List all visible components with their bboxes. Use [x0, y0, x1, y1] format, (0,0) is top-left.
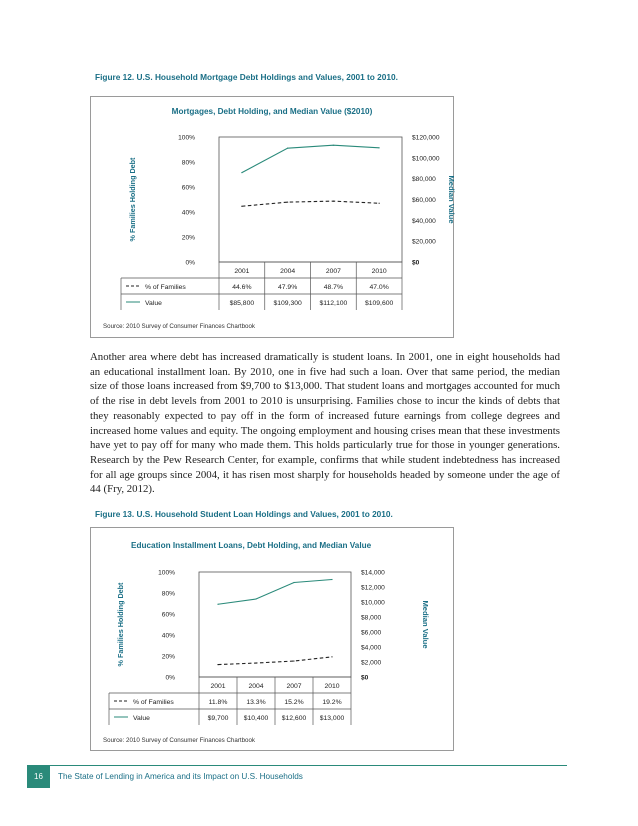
- category-label: 2010: [324, 683, 340, 690]
- category-label: 2007: [325, 268, 341, 275]
- left-axis-label: % Families Holding Debt: [128, 157, 137, 242]
- data-label: 19.2%: [322, 699, 342, 706]
- legend-label: % of Families: [133, 699, 174, 706]
- data-point: [217, 604, 218, 605]
- right-tick-label: $20,000: [412, 238, 436, 246]
- right-tick-label: $80,000: [412, 176, 436, 184]
- left-tick-label: 20%: [181, 234, 195, 242]
- footer-text: The State of Lending in America and its Impact on U.S. Households: [58, 772, 303, 781]
- data-point: [241, 172, 242, 173]
- families-series-line: [242, 201, 379, 206]
- data-label: 44.6%: [232, 284, 252, 291]
- data-label: 47.9%: [277, 284, 298, 291]
- families-series-line: [218, 657, 332, 665]
- right-tick-label: $120,000: [412, 134, 440, 142]
- left-tick-label: 80%: [181, 159, 195, 167]
- data-label: $13,000: [319, 715, 345, 722]
- data-point: [255, 662, 256, 663]
- data-point: [255, 598, 256, 599]
- category-label: 2004: [248, 683, 264, 690]
- data-label: 13.3%: [246, 699, 266, 706]
- data-label: $85,800: [229, 300, 255, 307]
- right-tick-label: $6,000: [361, 629, 382, 637]
- data-label: $109,300: [273, 300, 302, 307]
- data-point: [293, 582, 294, 583]
- right-tick-label: $0: [412, 259, 420, 267]
- left-tick-label: 40%: [161, 632, 175, 640]
- left-tick-label: 0%: [165, 674, 175, 682]
- data-label: $109,600: [364, 300, 394, 307]
- right-tick-label: $40,000: [412, 217, 436, 225]
- figure13-box: [90, 527, 454, 751]
- data-label: $12,600: [281, 715, 307, 722]
- category-label: 2001: [210, 683, 226, 690]
- data-point: [331, 579, 332, 580]
- data-label: 47.0%: [369, 284, 389, 291]
- data-point: [333, 201, 334, 202]
- data-point: [331, 656, 332, 657]
- right-axis-label: Median Value: [421, 600, 430, 649]
- category-label: 2004: [280, 268, 296, 275]
- figure13-source: Source: 2010 Survey of Consumer Finances Chartbook: [103, 737, 256, 744]
- data-label: $10,400: [243, 715, 269, 722]
- left-axis-label: % Families Holding Debt: [116, 582, 125, 667]
- category-label: 2007: [286, 683, 302, 690]
- chart-title: Mortgages, Debt Holding, and Median Value ($2010): [171, 107, 373, 116]
- plot-area: [219, 137, 402, 262]
- left-tick-label: 0%: [185, 259, 195, 267]
- right-tick-label: $60,000: [412, 197, 436, 204]
- data-point: [293, 660, 294, 661]
- legend-label: Value: [133, 715, 150, 722]
- data-point: [241, 206, 242, 207]
- figure13-chart: [91, 528, 453, 728]
- data-point: [379, 203, 380, 204]
- data-point: [287, 202, 288, 203]
- right-axis-label: Median Value: [447, 175, 456, 224]
- data-label: 48.7%: [323, 284, 344, 291]
- category-label: 2001: [234, 268, 250, 275]
- data-point: [333, 145, 334, 146]
- data-point: [379, 147, 380, 148]
- left-tick-label: 100%: [178, 134, 195, 142]
- left-tick-label: 60%: [181, 184, 195, 192]
- left-tick-label: 60%: [161, 611, 175, 619]
- legend-label: % of Families: [145, 284, 186, 291]
- left-tick-label: 80%: [161, 590, 175, 598]
- figure12-title: Figure 12. U.S. Household Mortgage Debt Holdings and Values, 2001 to 2010.: [95, 72, 398, 82]
- data-label: 15.2%: [284, 699, 304, 706]
- body-paragraph: Another area where debt has increased dramatically is student loans. In 2001, one in eight households had an educational installment loan. By 2010, one in five had such a loan. Over that same period, the median size of those loans increased from $9,700 to $13,000. That student loans and mortgages accounted for much of the rise in debt levels from 2001 to 2010 is unsurprising. Families chose to incur the kinds of debts that they reasonably expected to pay off in the form of increased future earnings from college degrees and increased home values and equity. The ongoing employment and housing crises mean that these investments have yet to pay off for many who made them. This holds particularly true for those in younger generations. Research by the Pew Research Center, for example, confirms that while student indebtedness has increased for all age groups since 2004, it has risen most sharply for households headed by someone under the age of 44 (Fry, 2012).: [90, 351, 560, 496]
- data-label: $112,100: [319, 300, 348, 307]
- right-tick-label: $10,000: [361, 599, 385, 607]
- plot-area: [199, 572, 351, 677]
- right-tick-label: $100,000: [412, 155, 440, 163]
- right-tick-label: $0: [361, 674, 369, 682]
- right-tick-label: $2,000: [361, 659, 382, 667]
- right-tick-label: $12,000: [361, 584, 385, 592]
- data-point: [217, 664, 218, 665]
- figure13-title: Figure 13. U.S. Household Student Loan Holdings and Values, 2001 to 2010.: [95, 509, 393, 519]
- figure12-chart: [91, 97, 456, 312]
- legend-label: Value: [145, 300, 162, 307]
- right-tick-label: $8,000: [361, 614, 382, 622]
- chart-title: Education Installment Loans, Debt Holding, and Median Value: [131, 541, 372, 550]
- left-tick-label: 40%: [181, 209, 195, 217]
- value-series-line: [242, 145, 379, 172]
- left-tick-label: 20%: [161, 653, 175, 661]
- category-label: 2010: [371, 268, 387, 275]
- figure12-source: Source: 2010 Survey of Consumer Finances Chartbook: [103, 323, 256, 330]
- right-tick-label: $14,000: [361, 569, 385, 577]
- left-tick-label: 100%: [158, 569, 175, 577]
- figure12-box: [90, 96, 454, 338]
- footer-page-number: 16: [27, 766, 50, 788]
- data-point: [287, 148, 288, 149]
- value-series-line: [218, 580, 332, 605]
- data-label: $9,700: [207, 715, 229, 722]
- data-label: 11.8%: [208, 699, 228, 706]
- right-tick-label: $4,000: [361, 644, 382, 652]
